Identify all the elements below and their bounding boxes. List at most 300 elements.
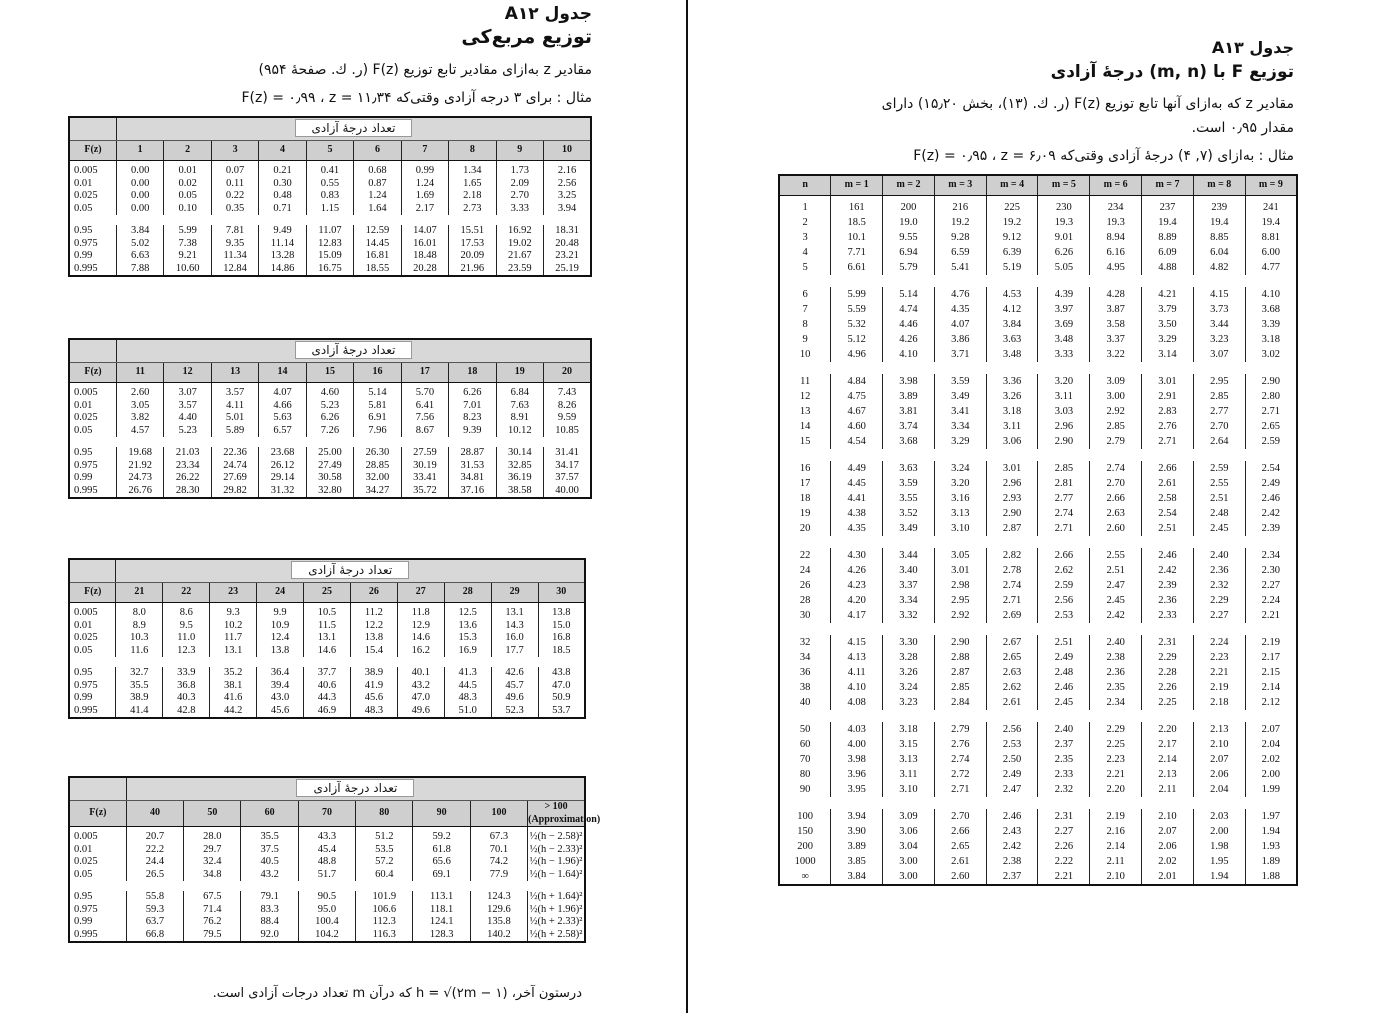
table-cell: 4.88: [1142, 260, 1194, 275]
table-cell: 6.41: [401, 400, 448, 413]
table-cell: 0.05: [164, 190, 211, 203]
table-cell: 19.0: [883, 215, 935, 230]
table-cell: 45.7: [491, 680, 538, 693]
table-cell: 3.98: [883, 374, 935, 389]
table-cell: 3.07: [164, 383, 211, 400]
table-cell: 3.94: [831, 809, 883, 824]
table-cell: 7.96: [354, 425, 401, 438]
table-cell: 11.6: [116, 645, 163, 658]
row-label: ∞: [779, 869, 831, 885]
table-cell: 2.56: [544, 178, 591, 191]
table-row: [779, 245, 1297, 260]
table-cell: 8.94: [1090, 230, 1142, 245]
table-cell: 3.81: [883, 404, 935, 419]
table-cell: 4.40: [164, 412, 211, 425]
table-cell: 5.32: [831, 317, 883, 332]
table-cell: 4.35: [934, 302, 986, 317]
table-cell: 2.10: [1142, 809, 1194, 824]
table-row: [779, 782, 1297, 797]
table-cell: 2.51: [1193, 491, 1245, 506]
column-header-m: m = 5: [1038, 175, 1090, 196]
table-cell: 3.24: [934, 461, 986, 476]
row-label: 18: [779, 491, 831, 506]
table-cell: 23.34: [164, 460, 211, 473]
table-cell: 2.90: [986, 506, 1038, 521]
table-cell: 26.76: [116, 485, 163, 499]
table-cell: 47.0: [538, 680, 585, 693]
table-a13-intro-2: مقدار ۰٫۹۵ است.: [1191, 120, 1294, 136]
table-row: [69, 891, 585, 904]
table-cell: 2.21: [1193, 665, 1245, 680]
table-cell: 14.45: [354, 238, 401, 251]
table-cell: 2.48: [1193, 506, 1245, 521]
table-cell: 29.82: [211, 485, 258, 499]
table-cell: 9.3: [210, 603, 257, 620]
table-cell: 2.46: [1038, 680, 1090, 695]
table-cell: 237: [1142, 196, 1194, 216]
table-cell: 32.80: [306, 485, 353, 499]
table-cell: 3.10: [934, 521, 986, 536]
table-cell: 4.11: [211, 400, 258, 413]
table-cell: 13.8: [350, 632, 397, 645]
table-cell: 0.07: [211, 161, 258, 178]
table-cell: 3.82: [116, 412, 163, 425]
table-cell: 12.4: [257, 632, 304, 645]
table-row: [779, 854, 1297, 869]
row-label: 0.01: [69, 620, 116, 633]
table-cell: 4.10: [883, 347, 935, 362]
table-cell: 61.8: [413, 844, 470, 857]
table-cell: 2.00: [1193, 824, 1245, 839]
table-cell: 3.00: [883, 869, 935, 885]
table-cell: 65.6: [413, 856, 470, 869]
row-label: 0.01: [69, 178, 116, 191]
table-cell: 47.0: [397, 692, 444, 705]
table-cell: 5.99: [831, 287, 883, 302]
table-cell: 52.3: [491, 705, 538, 719]
table-cell: 2.70: [934, 809, 986, 824]
table-cell: 30.14: [496, 447, 543, 460]
table-cell: 3.23: [883, 695, 935, 710]
table-cell: 3.32: [883, 608, 935, 623]
table-row: [69, 238, 591, 251]
table-cell: 21.92: [116, 460, 163, 473]
table-cell: 37.57: [544, 472, 591, 485]
table-cell: 6.26: [1038, 245, 1090, 260]
table-cell: 5.23: [164, 425, 211, 438]
table-cell: 21.03: [164, 447, 211, 460]
table-cell: 5.14: [354, 383, 401, 400]
table-cell: 2.50: [986, 752, 1038, 767]
table-cell: 20.7: [126, 827, 183, 844]
table-cell: 28.0: [184, 827, 241, 844]
table-cell: 2.03: [1193, 809, 1245, 824]
table-row: [69, 425, 591, 438]
row-label: 0.975: [69, 238, 116, 251]
table-cell: 20.09: [449, 250, 496, 263]
table-cell: 2.84: [934, 695, 986, 710]
row-label: 0.995: [69, 705, 116, 719]
column-header-df: 24: [257, 583, 304, 603]
table-row: [69, 447, 591, 460]
column-header-df: 20: [544, 363, 591, 383]
table-cell: 11.8: [397, 603, 444, 620]
table-cell: 100.4: [298, 916, 355, 929]
table-cell: 2.65: [986, 650, 1038, 665]
table-cell: 3.79: [1142, 302, 1194, 317]
column-header-df: 27: [397, 583, 444, 603]
table-cell: 2.85: [934, 680, 986, 695]
table-cell: 16.0: [491, 632, 538, 645]
table-cell: 2.62: [1038, 563, 1090, 578]
table-cell: 31.32: [259, 485, 306, 499]
column-header-m: m = 6: [1090, 175, 1142, 196]
table-cell: 129.6: [470, 904, 527, 917]
table-cell: 2.35: [1090, 680, 1142, 695]
table-cell: 45.6: [257, 705, 304, 719]
table-cell: 2.13: [1142, 767, 1194, 782]
table-cell: 140.2: [470, 929, 527, 943]
table-cell: 2.19: [1193, 680, 1245, 695]
table-cell: 8.89: [1142, 230, 1194, 245]
table-cell: 2.31: [1142, 635, 1194, 650]
row-label: 12: [779, 389, 831, 404]
column-header-df: 16: [354, 363, 401, 383]
table-row: [69, 178, 591, 191]
row-label: 0.95: [69, 667, 116, 680]
table-cell: 2.34: [1245, 548, 1297, 563]
table-cell: 4.12: [986, 302, 1038, 317]
table-cell: 14.6: [304, 645, 351, 658]
table-cell: 2.95: [934, 593, 986, 608]
table-cell: 30.58: [306, 472, 353, 485]
table-row: [779, 608, 1297, 623]
table-cell: 2.77: [1193, 404, 1245, 419]
table-cell: 1.65: [449, 178, 496, 191]
table-cell: 57.2: [356, 856, 413, 869]
table-row: [779, 419, 1297, 434]
row-label: 0.975: [69, 680, 116, 693]
table-cell: 19.2: [986, 215, 1038, 230]
row-label: 0.005: [69, 383, 116, 400]
row-label: 0.01: [69, 844, 126, 857]
row-label: 17: [779, 476, 831, 491]
table-cell: 88.4: [241, 916, 298, 929]
table-cell: 2.10: [1193, 737, 1245, 752]
table-cell: 2.36: [1090, 665, 1142, 680]
table-cell: 3.25: [544, 190, 591, 203]
table-cell: 3.87: [1090, 302, 1142, 317]
table-cell: 15.4: [350, 645, 397, 658]
table-cell: 3.71: [934, 347, 986, 362]
table-cell: 10.2: [210, 620, 257, 633]
column-header-df: 100: [470, 801, 527, 827]
table-cell: 2.90: [1245, 374, 1297, 389]
table-cell: 6.91: [354, 412, 401, 425]
table-cell: 5.59: [831, 302, 883, 317]
table-cell: 2.13: [1193, 722, 1245, 737]
row-label: 0.95: [69, 891, 126, 904]
table-cell: 16.2: [397, 645, 444, 658]
table-cell: 0.87: [354, 178, 401, 191]
table-cell: 48.3: [350, 705, 397, 719]
row-label: 0.975: [69, 460, 116, 473]
table-cell: 4.41: [831, 491, 883, 506]
table-a12-example: مثال : برای ۳ درجه آزادی وقتی‌که F(z) = ۰٫۹۹ ، z = ۱۱٫۳۴: [241, 90, 592, 106]
row-label: 10: [779, 347, 831, 362]
table-cell: 2.38: [986, 854, 1038, 869]
row-label: 28: [779, 593, 831, 608]
table-cell: 2.20: [1142, 722, 1194, 737]
table-cell: 0.21: [259, 161, 306, 178]
table-cell: 1.24: [354, 190, 401, 203]
table-cell: 2.74: [934, 752, 986, 767]
table-cell: 79.1: [241, 891, 298, 904]
table-cell: 9.5: [163, 620, 210, 633]
table-cell: 2.71: [986, 593, 1038, 608]
table-cell: 27.59: [401, 447, 448, 460]
table-cell: ½(h + 2.58)²: [528, 929, 585, 943]
table-cell: 7.81: [211, 225, 258, 238]
table-cell: 2.49: [1245, 476, 1297, 491]
table-cell: 49.6: [491, 692, 538, 705]
table-cell: 3.96: [831, 767, 883, 782]
row-label: 0.05: [69, 425, 116, 438]
table-cell: 44.3: [304, 692, 351, 705]
table-cell: 45.4: [298, 844, 355, 857]
table-cell: 2.02: [1142, 854, 1194, 869]
table-cell: 2.71: [1142, 434, 1194, 449]
table-cell: 8.67: [401, 425, 448, 438]
table-cell: 4.20: [831, 593, 883, 608]
row-label: 0.99: [69, 250, 116, 263]
table-cell: 2.55: [1090, 548, 1142, 563]
table-row: [779, 548, 1297, 563]
table-cell: 3.22: [1090, 347, 1142, 362]
table-cell: 2.49: [986, 767, 1038, 782]
table-cell: 16.01: [401, 238, 448, 251]
table-cell: 26.30: [354, 447, 401, 460]
column-header-df: 5: [306, 141, 353, 161]
row-label: 34: [779, 650, 831, 665]
table-cell: 4.74: [883, 302, 935, 317]
table-row: [69, 632, 585, 645]
table-cell: 3.68: [883, 434, 935, 449]
table-cell: 2.65: [1245, 419, 1297, 434]
table-cell: 3.05: [934, 548, 986, 563]
degrees-of-freedom-caption: تعداد درجهٔ آزادی: [296, 779, 414, 797]
table-cell: 3.26: [883, 665, 935, 680]
column-header-df: 19: [496, 363, 543, 383]
table-cell: 4.08: [831, 695, 883, 710]
table-cell: 3.11: [883, 767, 935, 782]
table-cell: 44.5: [444, 680, 491, 693]
table-cell: 33.9: [163, 667, 210, 680]
row-label: 0.95: [69, 225, 116, 238]
column-header-df: 13: [211, 363, 258, 383]
table-cell: 11.14: [259, 238, 306, 251]
table-cell: 3.09: [1090, 374, 1142, 389]
table-cell: 43.8: [538, 667, 585, 680]
table-cell: 2.21: [1038, 869, 1090, 885]
table-cell: 31.53: [449, 460, 496, 473]
table-row: [69, 203, 591, 216]
table-cell: 4.13: [831, 650, 883, 665]
table-cell: 4.46: [883, 317, 935, 332]
table-cell: 2.70: [1090, 476, 1142, 491]
table-cell: 2.79: [934, 722, 986, 737]
column-header-df: 7: [401, 141, 448, 161]
group-header: [116, 559, 585, 583]
table-cell: 18.48: [401, 250, 448, 263]
table-a12-number: جدول A۱۲: [504, 4, 592, 24]
table-cell: 2.71: [1038, 521, 1090, 536]
table-cell: 3.94: [544, 203, 591, 216]
row-label: 0.995: [69, 263, 116, 277]
table-cell: 239: [1193, 196, 1245, 216]
table-cell: 25.00: [306, 447, 353, 460]
table-cell: 60.4: [356, 869, 413, 882]
table-cell: 3.97: [1038, 302, 1090, 317]
table-row: [779, 332, 1297, 347]
table-cell: 104.2: [298, 929, 355, 943]
table-cell: 3.01: [986, 461, 1038, 476]
row-label: 100: [779, 809, 831, 824]
table-cell: 9.55: [883, 230, 935, 245]
column-header-df: 2: [164, 141, 211, 161]
table-cell: 128.3: [413, 929, 470, 943]
table-cell: 4.03: [831, 722, 883, 737]
table-cell: 12.3: [163, 645, 210, 658]
table-cell: ½(h + 2.33)²: [528, 916, 585, 929]
table-cell: 2.51: [1090, 563, 1142, 578]
row-label: 1: [779, 196, 831, 216]
table-cell: 4.17: [831, 608, 883, 623]
table-cell: 2.07: [1142, 824, 1194, 839]
table-cell: 1.24: [401, 178, 448, 191]
table-cell: 2.61: [986, 695, 1038, 710]
table-cell: 16.92: [496, 225, 543, 238]
table-cell: 16.75: [306, 263, 353, 277]
table-row: [69, 667, 585, 680]
column-header-df: 80: [356, 801, 413, 827]
table-cell: 19.4: [1245, 215, 1297, 230]
table-row: [779, 680, 1297, 695]
table-row: [69, 620, 585, 633]
table-cell: 41.4: [116, 705, 163, 719]
table-cell: 13.8: [538, 603, 585, 620]
table-cell: 10.60: [164, 263, 211, 277]
table-row: [779, 461, 1297, 476]
group-header: [116, 339, 591, 363]
column-header-df: 18: [449, 363, 496, 383]
table-row: [779, 506, 1297, 521]
table-cell: 2.17: [1142, 737, 1194, 752]
table-cell: 4.76: [934, 287, 986, 302]
row-label: 0.99: [69, 472, 116, 485]
table-cell: 2.76: [1142, 419, 1194, 434]
table-cell: 23.59: [496, 263, 543, 277]
table-cell: 69.1: [413, 869, 470, 882]
table-cell: 3.10: [883, 782, 935, 797]
column-header-df: 90: [413, 801, 470, 827]
table-cell: 4.07: [259, 383, 306, 400]
table-row: [69, 916, 585, 929]
table-cell: 3.20: [1038, 374, 1090, 389]
table-cell: 3.48: [986, 347, 1038, 362]
table-cell: 1.93: [1245, 839, 1297, 854]
table-cell: 4.75: [831, 389, 883, 404]
table-cell: 2.42: [1090, 608, 1142, 623]
table-cell: 3.06: [986, 434, 1038, 449]
table-cell: 2.85: [1090, 419, 1142, 434]
table-cell: 2.15: [1245, 665, 1297, 680]
table-cell: 225: [986, 196, 1038, 216]
table-cell: 20.28: [401, 263, 448, 277]
table-cell: 11.07: [306, 225, 353, 238]
table-cell: 4.10: [831, 680, 883, 695]
table-cell: 36.8: [163, 680, 210, 693]
table-cell: 2.04: [1245, 737, 1297, 752]
table-cell: 19.4: [1142, 215, 1194, 230]
table-cell: 6.26: [449, 383, 496, 400]
table-cell: 3.84: [116, 225, 163, 238]
table-cell: 2.92: [934, 608, 986, 623]
table-a13-number: جدول A۱۳: [1211, 38, 1294, 57]
table-cell: 2.61: [1142, 476, 1194, 491]
table-row: [779, 302, 1297, 317]
table-cell: 4.15: [831, 635, 883, 650]
table-row: [779, 737, 1297, 752]
table-cell: 45.6: [350, 692, 397, 705]
table-cell: 0.35: [211, 203, 258, 216]
table-cell: 2.87: [934, 665, 986, 680]
table-cell: 2.60: [116, 383, 163, 400]
table-cell: 1.94: [1245, 824, 1297, 839]
table-cell: 22.36: [211, 447, 258, 460]
table-cell: 3.14: [1142, 347, 1194, 362]
table-cell: 2.39: [1142, 578, 1194, 593]
table-cell: 14.07: [401, 225, 448, 238]
table-cell: 3.41: [934, 404, 986, 419]
table-cell: 3.84: [986, 317, 1038, 332]
table-cell: 43.0: [257, 692, 304, 705]
table-cell: 0.00: [116, 203, 163, 216]
table-cell: 0.00: [116, 178, 163, 191]
table-cell: 12.59: [354, 225, 401, 238]
table-cell: 2.22: [1038, 854, 1090, 869]
table-cell: 3.04: [883, 839, 935, 854]
table-cell: 43.2: [397, 680, 444, 693]
table-cell: 2.79: [1090, 434, 1142, 449]
table-cell: 48.3: [444, 692, 491, 705]
table-cell: 2.63: [986, 665, 1038, 680]
row-label: 36: [779, 665, 831, 680]
table-cell: 6.59: [934, 245, 986, 260]
page-divider: [686, 0, 688, 1013]
table-cell: 4.60: [831, 419, 883, 434]
table-cell: 3.69: [1038, 317, 1090, 332]
table-cell: 1.95: [1193, 854, 1245, 869]
table-row: [779, 374, 1297, 389]
table-cell: 7.71: [831, 245, 883, 260]
table-cell: 2.82: [986, 548, 1038, 563]
table-cell: 26.5: [126, 869, 183, 882]
chi-square-table-1: [68, 116, 592, 277]
table-cell: 44.2: [210, 705, 257, 719]
table-cell: 3.01: [1142, 374, 1194, 389]
table-cell: 6.00: [1245, 245, 1297, 260]
